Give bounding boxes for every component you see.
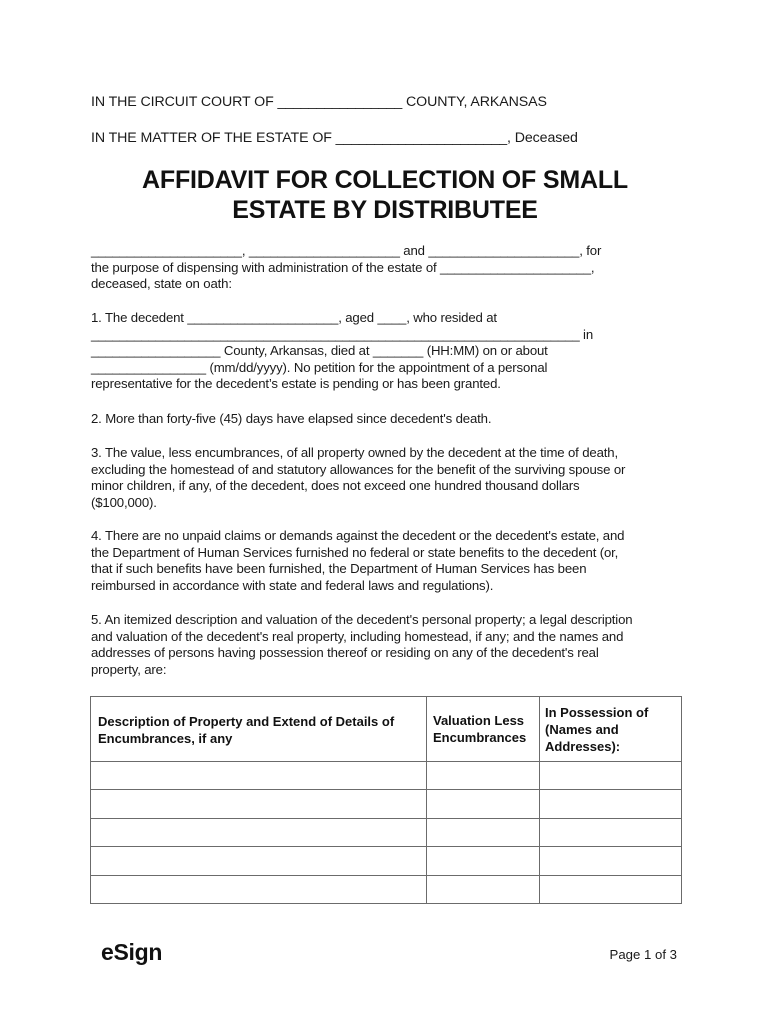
esign-logo: eSign	[101, 939, 163, 965]
estate-caption: IN THE MATTER OF THE ESTATE OF ______________________, Deceased	[91, 130, 578, 146]
paragraph-line: 3. The value, less encumbrances, of all property owned by the decedent at the time of death,	[91, 445, 618, 460]
column-header-possession: In Possession of (Names and Addresses):	[540, 697, 682, 762]
paragraph-line: 1. The decedent _____________________, aged ____, who resided at	[91, 310, 497, 325]
paragraph-line: addresses of persons having possession thereof or residing on any of the decedent's real	[91, 645, 599, 660]
intro-line: _____________________, _____________________ and _____________________, for	[91, 243, 602, 258]
valuation-cell[interactable]	[427, 847, 540, 875]
page-indicator: Page 1 of 3	[609, 947, 677, 962]
description-cell[interactable]	[91, 875, 427, 903]
paragraph-line: 5. An itemized description and valuation of the decedent's personal property; a legal description	[91, 612, 633, 627]
column-header-valuation: Valuation Less Encumbrances	[427, 697, 540, 762]
paragraph-line: excluding the homestead of and statutory allowances for the benefit of the surviving spouse or	[91, 461, 626, 477]
description-cell[interactable]	[91, 818, 427, 846]
description-cell[interactable]	[91, 790, 427, 818]
paragraph-line: and valuation of the decedent's real property, including homestead, if any; and the names and	[91, 628, 624, 644]
intro-line: the purpose of dispensing with administration of the estate of _____________________,	[91, 259, 595, 275]
table-row	[91, 847, 682, 875]
paragraph-line: 2. More than forty-five (45) days have elapsed since decedent's death.	[91, 411, 492, 426]
property-table	[90, 696, 682, 904]
table-row	[91, 875, 682, 903]
paragraph-line: ____________________________________________________________________ in	[91, 326, 594, 342]
paragraph-line: reimbursed in accordance with state and federal laws and regulations).	[91, 577, 494, 593]
valuation-cell[interactable]	[427, 790, 540, 818]
paragraph-line: 4. There are no unpaid claims or demands against the decedent or the decedent's estate, and	[91, 528, 625, 543]
document-title-line-1: AFFIDAVIT FOR COLLECTION OF SMALL	[142, 166, 628, 194]
table-row	[91, 762, 682, 790]
paragraph-line: representative for the decedent’s estate is pending or has been granted.	[91, 376, 501, 391]
possession-cell[interactable]	[540, 847, 682, 875]
possession-cell[interactable]	[540, 818, 682, 846]
possession-cell[interactable]	[540, 875, 682, 903]
paragraph-line: that if such benefits have been furnished, the Department of Human Services has been	[91, 561, 587, 576]
table-row	[91, 818, 682, 846]
court-caption: IN THE CIRCUIT COURT OF ________________ COUNTY, ARKANSAS	[91, 94, 547, 110]
possession-cell[interactable]	[540, 762, 682, 790]
valuation-cell[interactable]	[427, 875, 540, 903]
column-header-description: Description of Property and Extend of Details of Encumbrances, if any	[91, 697, 427, 762]
valuation-cell[interactable]	[427, 762, 540, 790]
paragraph-line: minor children, if any, of the decedent, does not exceed one hundred thousand dollars	[91, 478, 580, 493]
valuation-cell[interactable]	[427, 818, 540, 846]
description-cell[interactable]	[91, 762, 427, 790]
paragraph-line: __________________ County, Arkansas, died at _______ (HH:MM) on or about	[91, 343, 548, 358]
paragraph-line: the Department of Human Services furnished no federal or state benefits to the decedent (or,	[91, 544, 619, 560]
paragraph-line: property, are:	[91, 661, 167, 677]
intro-line: deceased, state on oath:	[91, 276, 232, 291]
document-title-line-2: ESTATE BY DISTRIBUTEE	[232, 196, 538, 224]
possession-cell[interactable]	[540, 790, 682, 818]
paragraph-line: ($100,000).	[91, 494, 157, 510]
paragraph-line: ________________ (mm/dd/yyyy). No petition for the appointment of a personal	[91, 359, 548, 375]
table-header-row	[91, 697, 682, 762]
description-cell[interactable]	[91, 847, 427, 875]
table-row	[91, 790, 682, 818]
